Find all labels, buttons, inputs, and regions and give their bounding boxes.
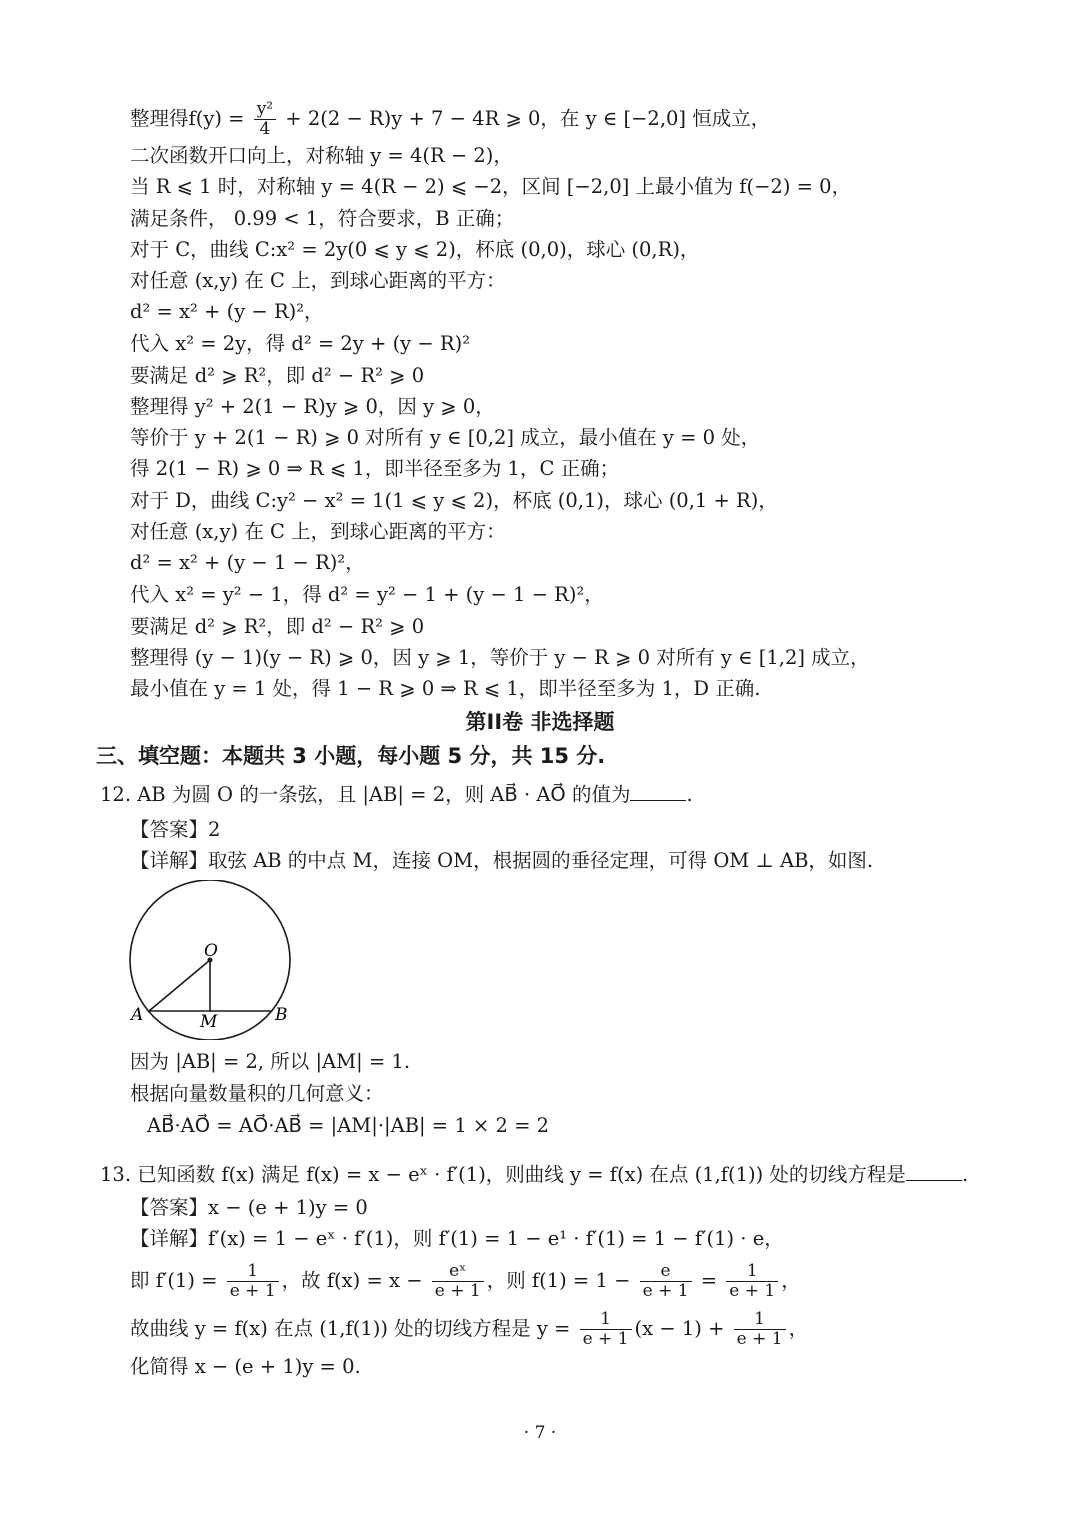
q13-line-3: 故曲线 y = f(x) 在点 (1,f(1)) 处的切线方程是 y = $\frac{1}{e + 1}$ (x − 1) + $\frac{1}{e + 1}$ ， bbox=[130, 1309, 809, 1349]
circle-chord-figure bbox=[122, 880, 302, 1040]
solution-line-11: 等价于 y + 2(1 − R) ⩾ 0 对所有 y ∈ [0,2] 成立，最小值在 y = 0 处， bbox=[130, 426, 761, 449]
solution-line-13: 对于 D，曲线 C:y² − x² = 1(1 ⩽ y ⩽ 2)，杯底 (0,1)，球心 (0,1 + R)， bbox=[130, 489, 778, 512]
solution-line-6: 对任意 (x,y) 在 C 上，到球心距离的平方： bbox=[130, 269, 506, 292]
label-a: A bbox=[131, 1005, 144, 1025]
section-title: 第II卷 非选择题 bbox=[465, 710, 615, 734]
q13-detail: 【详解】f′(x) = 1 − eˣ · f′(1)，则 f′(1) = 1 − e¹ · f′(1) = 1 − f′(1) · e， bbox=[130, 1227, 784, 1250]
solution-line-15: d² = x² + (y − 1 − R)²， bbox=[130, 551, 365, 574]
label-o: O bbox=[204, 941, 218, 961]
solution-line-4: 满足条件， 0.99 < 1，符合要求，B 正确； bbox=[130, 207, 515, 230]
q13-question: 13. 已知函数 f(x) 满足 f(x) = x − eˣ · f′(1)，则曲线 y = f(x) 在点 (1,f(1)) 处的切线方程是 . bbox=[100, 1163, 969, 1186]
segment-oa bbox=[149, 960, 210, 1011]
solution-line-1: 整理得f(y) = $\frac{\text{y²}}{4}$ + 2(2 − R)y + 7 − 4R ⩾ 0，在 y ∈ [−2,0] 恒成立， bbox=[130, 99, 771, 139]
solution-line-9: 要满足 d² ⩾ R²，即 d² − R² ⩾ 0 bbox=[130, 364, 425, 387]
page-number: · 7 · bbox=[523, 1423, 557, 1443]
solution-line-10: 整理得 y² + 2(1 − R)y ⩾ 0，因 y ⩾ 0， bbox=[130, 395, 495, 418]
q12-question: 12. AB 为圆 O 的一条弦，且 |AB| = 2，则 AB⃗ · AO⃗ 的值为 . bbox=[100, 783, 693, 806]
section-heading: 三、填空题：本题共 3 小题，每小题 5 分，共 15 分. bbox=[96, 744, 606, 768]
solution-line-7: d² = x² + (y − R)²， bbox=[130, 300, 324, 323]
q13-answer-blank bbox=[906, 1162, 962, 1181]
solution-line-12: 得 2(1 − R) ⩾ 0 ⇒ R ⩽ 1，即半径至多为 1，C 正确； bbox=[130, 457, 620, 480]
q13-line-2: 即 f′(1) = $\frac{1}{e + 1}$ ，故 f(x) = x − $\frac{\text{eˣ}}{e + 1}$ ，则 f(1) = 1 − $\frac{e}{e + 1}$ = $\frac{1}{e + 1}$ ， bbox=[130, 1261, 801, 1301]
q12-line-1: 因为 |AB| = 2, 所以 |AM| = 1. bbox=[130, 1050, 411, 1073]
solution-line-5: 对于 C，曲线 C:x² = 2y(0 ⩽ y ⩽ 2)，杯底 (0,0)，球心 (0,R)， bbox=[130, 238, 700, 261]
q13-answer: 【答案】x − (e + 1)y = 0 bbox=[130, 1196, 368, 1219]
solution-line-2: 二次函数开口向上，对称轴 y = 4(R − 2)， bbox=[130, 144, 513, 167]
label-b: B bbox=[275, 1005, 288, 1025]
q12-answer: 【答案】2 bbox=[130, 818, 221, 841]
solution-line-18: 整理得 (y − 1)(y − R) ⩾ 0，因 y ⩾ 1，等价于 y − R ⩾ 0 对所有 y ∈ [1,2] 成立， bbox=[130, 646, 870, 669]
solution-line-3: 当 R ⩽ 1 时，对称轴 y = 4(R − 2) ⩽ −2，区间 [−2,0] 上最小值为 f(−2) = 0， bbox=[130, 175, 852, 198]
solution-line-16: 代入 x² = y² − 1，得 d² = y² − 1 + (y − 1 − R)²， bbox=[130, 583, 604, 606]
solution-line-19: 最小值在 y = 1 处，得 1 − R ⩾ 0 ⇒ R ⩽ 1，即半径至多为 1，D 正确. bbox=[130, 677, 761, 700]
solution-line-17: 要满足 d² ⩾ R²，即 d² − R² ⩾ 0 bbox=[130, 615, 425, 638]
solution-line-14: 对任意 (x,y) 在 C 上，到球心距离的平方： bbox=[130, 520, 506, 543]
q13-line-4: 化简得 x − (e + 1)y = 0. bbox=[130, 1355, 361, 1378]
q12-detail: 【详解】取弦 AB 的中点 M，连接 OM，根据圆的垂径定理，可得 OM ⊥ AB，如图. bbox=[130, 849, 874, 872]
q12-line-3: AB⃗·AO⃗ = AO⃗·AB⃗ = |AM|·|AB| = 1 × 2 = 2 bbox=[147, 1114, 550, 1137]
q12-answer-blank bbox=[630, 782, 686, 801]
label-m: M bbox=[200, 1012, 218, 1032]
solution-line-8: 代入 x² = 2y，得 d² = 2y + (y − R)² bbox=[130, 332, 471, 355]
q12-line-2: 根据向量数量积的几何意义： bbox=[130, 1082, 384, 1105]
